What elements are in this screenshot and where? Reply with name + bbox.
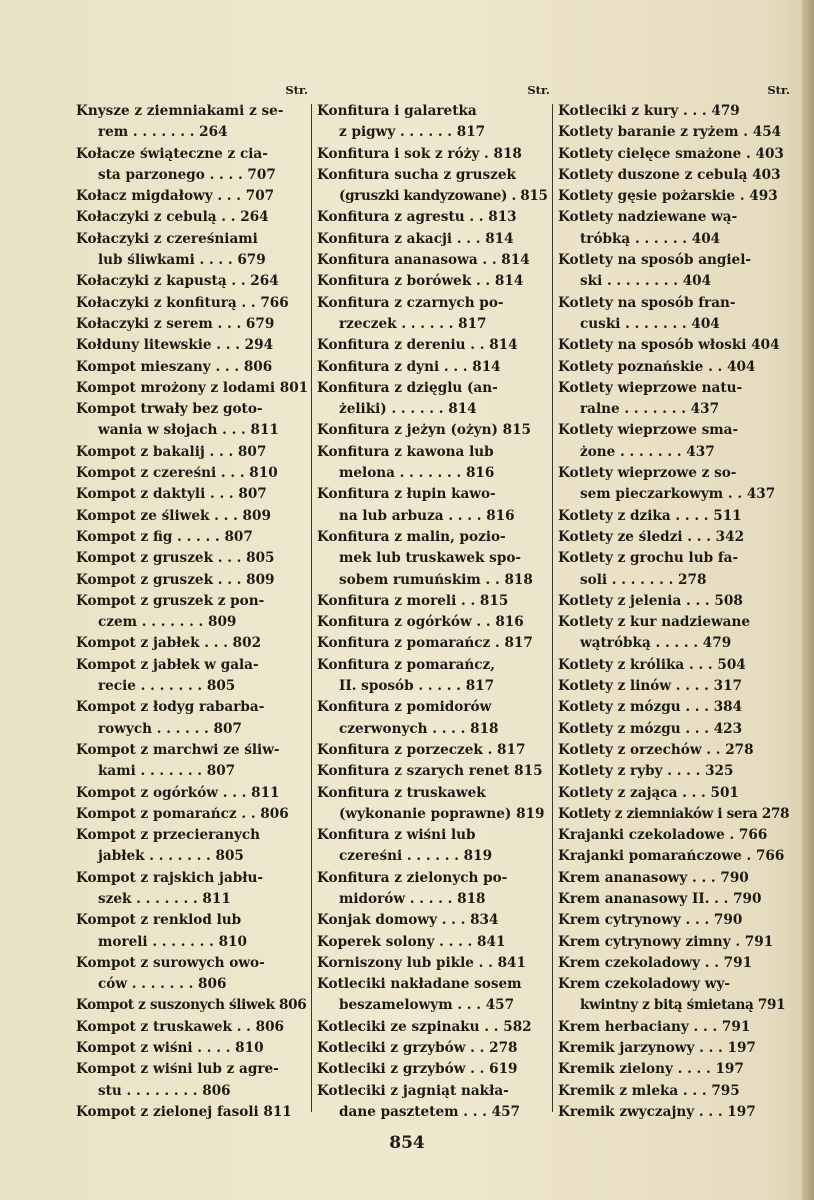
column-divider [552,104,553,1112]
index-entry: Kotlety wieprzowe z so- [558,465,737,482]
index-entry: czerwonych . . . . 818 [339,720,499,737]
index-entry: Krem ananasowy II. . . 790 [558,890,762,907]
index-entry: tróbką . . . . . . 404 [580,230,721,247]
index-entry: dane pasztetem . . . 457 [339,1103,521,1120]
index-entry: sta parzonego . . . . 707 [98,166,276,183]
index-entry: Kompot ze śliwek . . . 809 [76,507,271,524]
index-entry: Kotlety na sposób włoski 404 [558,337,780,354]
index-entry: stu . . . . . . . . 806 [98,1082,231,1099]
index-entry: midorów . . . . . 818 [339,890,486,907]
index-entry: Kołduny litewskie . . . 294 [76,337,274,354]
index-entry: Konfitura z borówek . . 814 [317,273,524,290]
index-entry: Koperek solony . . . . 841 [317,933,506,950]
index-entry: wątróbką . . . . . 479 [580,635,732,652]
index-entry: żone . . . . . . . 437 [580,443,715,460]
index-entry: Kotlety gęsie pożarskie . 493 [558,188,778,205]
index-entry: na lub arbuza . . . . 816 [339,507,515,524]
index-entry: Kotlety z zająca . . . 501 [558,784,739,801]
index-entry: Konfitura z agrestu . . 813 [317,209,517,226]
index-entry: Konfitura z szarych renet 815 [317,763,543,780]
index-entry: Kompot z bakalij . . . 807 [76,443,267,460]
index-entry: jabłek . . . . . . . 805 [98,848,244,865]
index-list [76,101,308,1123]
index-entry: Kotlety z linów . . . . 317 [558,678,742,695]
index-entry: Kompot mrożony z lodami 801 [76,379,308,396]
page-edge [802,0,814,1200]
index-entry: Konfitura z jeżyn (ożyn) 815 [317,422,532,439]
index-entry: rowych . . . . . . 807 [98,720,242,737]
index-entry: Krajanki czekoladowe . 766 [558,827,768,844]
index-entry: Kotlety wieprzowe sma- [558,422,739,439]
column-header-str: Str. [527,83,550,97]
index-entry: wania w słojach . . . 811 [98,422,279,439]
index-entry: Kompot z pomarańcz . . 806 [76,805,289,822]
index-entry: Kompot z rajskich jabłu- [76,869,264,886]
index-entry: Kompot z jabłek . . . 802 [76,635,262,652]
index-entry: Kompot z łodyg rabarba- [76,699,265,716]
index-entry: Kotlety wieprzowe natu- [558,379,743,396]
index-entry: rem . . . . . . . 264 [98,124,228,141]
index-entry: Konjak domowy . . . 834 [317,912,499,929]
index-entry: ski . . . . . . . . 404 [580,273,712,290]
index-entry: Kompot z wiśni . . . . 810 [76,1040,264,1057]
index-entry: Kołaczyki z serem . . . 679 [76,315,275,332]
index-column-2 [317,80,550,1123]
index-entry: Konfitura i galaretka [317,103,477,119]
index-entry: Konfitura z łupin kawo- [317,486,496,503]
index-entry: Kotlety baranie z ryżem . 454 [558,124,782,141]
index-entry: Kotlety z mózgu . . . 423 [558,720,743,737]
index-entry: Krem czekoladowy wy- [558,976,730,993]
index-entry: Konfitura z malin, pozio- [317,528,506,545]
index-entry: Kompot z suszonych śliwek 806 [76,997,307,1014]
index-entry: Konfitura z dereniu . . 814 [317,337,518,354]
index-entry: mek lub truskawek spo- [339,550,522,567]
index-entry: Kotleciki z kury . . . 479 [558,103,740,119]
index-entry: Kotlety z ziemniaków i sera 278 [558,805,790,822]
index-entry: Kotlety z królika . . . 504 [558,656,746,673]
index-entry: sobem rumuńskim . . 818 [339,571,533,588]
index-entry: Kotlety ze śledzi . . . 342 [558,528,745,545]
index-entry: Konfitura z pomarańcz, [317,656,496,673]
index-entry: Konfitura z porzeczek . 817 [317,741,526,758]
index-entry: Kompot z gruszek . . . 805 [76,550,275,567]
index-entry: cuski . . . . . . . 404 [580,315,720,332]
index-entry: (wykonanie poprawne) 819 [339,805,545,822]
index-entry: Kotlety na sposób fran- [558,294,736,311]
index-entry: Kompot z gruszek z pon- [76,592,265,609]
index-entry: Kotleciki ze szpinaku . . 582 [317,1018,532,1035]
index-entry: rzeczek . . . . . . 817 [339,315,487,332]
index-entry: żeliki) . . . . . . 814 [339,401,477,418]
index-entry: Konfitura ananasowa . . 814 [317,252,530,269]
index-entry: Kotlety poznańskie . . 404 [558,358,756,375]
index-entry: Konfitura z akacji . . . 814 [317,230,514,247]
index-entry: II. sposób . . . . . 817 [339,678,495,695]
index-entry: Kotlety z mózgu . . . 384 [558,699,743,716]
index-entry: Kompot z gruszek . . . 809 [76,571,275,588]
index-entry: Kompot trwały bez goto- [76,401,263,418]
index-entry: szek . . . . . . . 811 [98,890,231,907]
index-entry: Kompot z czereśni . . . 810 [76,465,278,482]
page-number: 854 [389,1133,425,1153]
index-entry: z pigwy . . . . . . 817 [339,124,486,141]
index-entry: sem pieczarkowym . . 437 [580,486,776,503]
index-entry: Konfitura z truskawek [317,784,486,801]
index-entry: Kompot z wiśni lub z agre- [76,1061,279,1078]
index-entry: Kotleciki z grzybów . . 278 [317,1040,518,1057]
index-entry: Kotlety na sposób angiel- [558,252,752,269]
index-entry: Konfitura z ogórków . . 816 [317,614,524,631]
index-entry: Konfitura z moreli . . 815 [317,592,509,609]
index-entry: ców . . . . . . . 806 [98,976,227,993]
index-entry: czem . . . . . . . 809 [98,614,237,631]
index-entry: Kotleciki nakładane sosem [317,976,522,993]
index-entry: moreli . . . . . . . 810 [98,933,247,950]
index-entry: Kotlety z orzechów . . 278 [558,741,754,758]
index-entry: Kotlety z ryby . . . . 325 [558,763,734,780]
index-entry: soli . . . . . . . 278 [580,571,707,588]
index-column-1 [76,80,308,1123]
index-entry: ralne . . . . . . . 437 [580,401,720,418]
index-entry: Kompot z marchwi ze śliw- [76,741,280,758]
index-entry: Kremik zielony . . . . 197 [558,1061,744,1078]
index-entry: Krem cytrynowy . . . 790 [558,912,743,929]
index-entry: Kołacz migdałowy . . . 707 [76,188,275,205]
index-list [317,101,550,1123]
index-entry: kwintny z bitą śmietaną 791 [580,997,786,1014]
index-entry: Konfitura z dyni . . . 814 [317,358,501,375]
index-entry: Kotlety z grochu lub fa- [558,550,739,567]
index-entry: Kompot z ogórków . . . 811 [76,784,280,801]
index-column-3 [558,80,790,1123]
index-entry: Krem herbaciany . . . 791 [558,1018,751,1035]
index-entry: lub śliwkami . . . . 679 [98,252,266,269]
index-entry: recie . . . . . . . 805 [98,678,236,695]
index-entry: Konfitura z dzięglu (an- [317,379,498,396]
index-entry: Konfitura z wiśni lub [317,827,476,844]
index-entry: Konfitura z kawona lub [317,443,494,460]
index-entry: Kompot z fig . . . . . 807 [76,528,253,545]
index-entry: Kotlety cielęce smażone . 403 [558,145,784,162]
index-entry: Kompot z zielonej fasoli 811 [76,1103,292,1120]
index-list [558,101,790,1123]
index-entry: Kotleciki z grzybów . . 619 [317,1061,518,1078]
index-entry: (gruszki kandyzowane) . 815 [339,188,548,205]
index-entry: Krem cytrynowy zimny . 791 [558,933,774,950]
column-header-str: Str. [767,83,790,97]
index-entry: Konfitura z czarnych po- [317,294,504,311]
index-entry: Konfitura z pomidorów [317,699,492,716]
index-entry: beszamelowym . . . 457 [339,997,515,1014]
index-entry: Krajanki pomarańczowe . 766 [558,848,785,865]
index-entry: Kompot z jabłek w gala- [76,656,259,673]
index-entry: czereśni . . . . . . 819 [339,848,493,865]
index-entry: Krem czekoladowy . . 791 [558,954,753,971]
index-entry: Kremik z mleka . . . 795 [558,1082,740,1099]
index-entry: Konfitura i sok z róży . 818 [317,145,522,162]
index-entry: kami . . . . . . . 807 [98,763,236,780]
index-entry: Kremik zwyczajny . . . 197 [558,1103,756,1120]
index-entry: Kołaczyki z cebulą . . 264 [76,209,269,226]
index-entry: Kremik jarzynowy . . . 197 [558,1040,756,1057]
index-entry: melona . . . . . . . 816 [339,465,495,482]
index-entry: Kotlety z jelenia . . . 508 [558,592,743,609]
index-entry: Kotleciki z jagniąt nakła- [317,1082,509,1099]
index-entry: Kołacze świąteczne z cia- [76,145,268,162]
index-entry: Knysze z ziemniakami z se- [76,103,284,119]
index-entry: Kotlety z dzika . . . . 511 [558,507,742,524]
index-entry: Kołaczyki z czereśniami [76,230,258,247]
index-entry: Korniszony lub pikle . . 841 [317,954,526,971]
index-entry: Kompot z surowych owo- [76,954,265,971]
index-entry: Krem ananasowy . . . 790 [558,869,749,886]
index-entry: Kompot mieszany . . . 806 [76,358,273,375]
index-entry: Konfitura z pomarańcz . 817 [317,635,533,652]
index-entry: Konfitura sucha z gruszek [317,166,516,183]
column-header-str: Str. [285,83,308,97]
index-entry: Kompot z truskawek . . 806 [76,1018,285,1035]
column-divider [311,104,312,1112]
index-entry: Kompot z daktyli . . . 807 [76,486,267,503]
index-entry: Konfitura z zielonych po- [317,869,508,886]
index-entry: Kotlety nadziewane wą- [558,209,738,226]
index-entry: Kotlety duszone z cebulą 403 [558,166,781,183]
index-entry: Kompot z przecieranych [76,827,261,844]
index-entry: Kołaczyki z kapustą . . 264 [76,273,279,290]
index-entry: Kotlety z kur nadziewane [558,614,751,631]
index-entry: Kołaczyki z konfiturą . . 766 [76,294,289,311]
index-entry: Kompot z renklod lub [76,912,242,929]
